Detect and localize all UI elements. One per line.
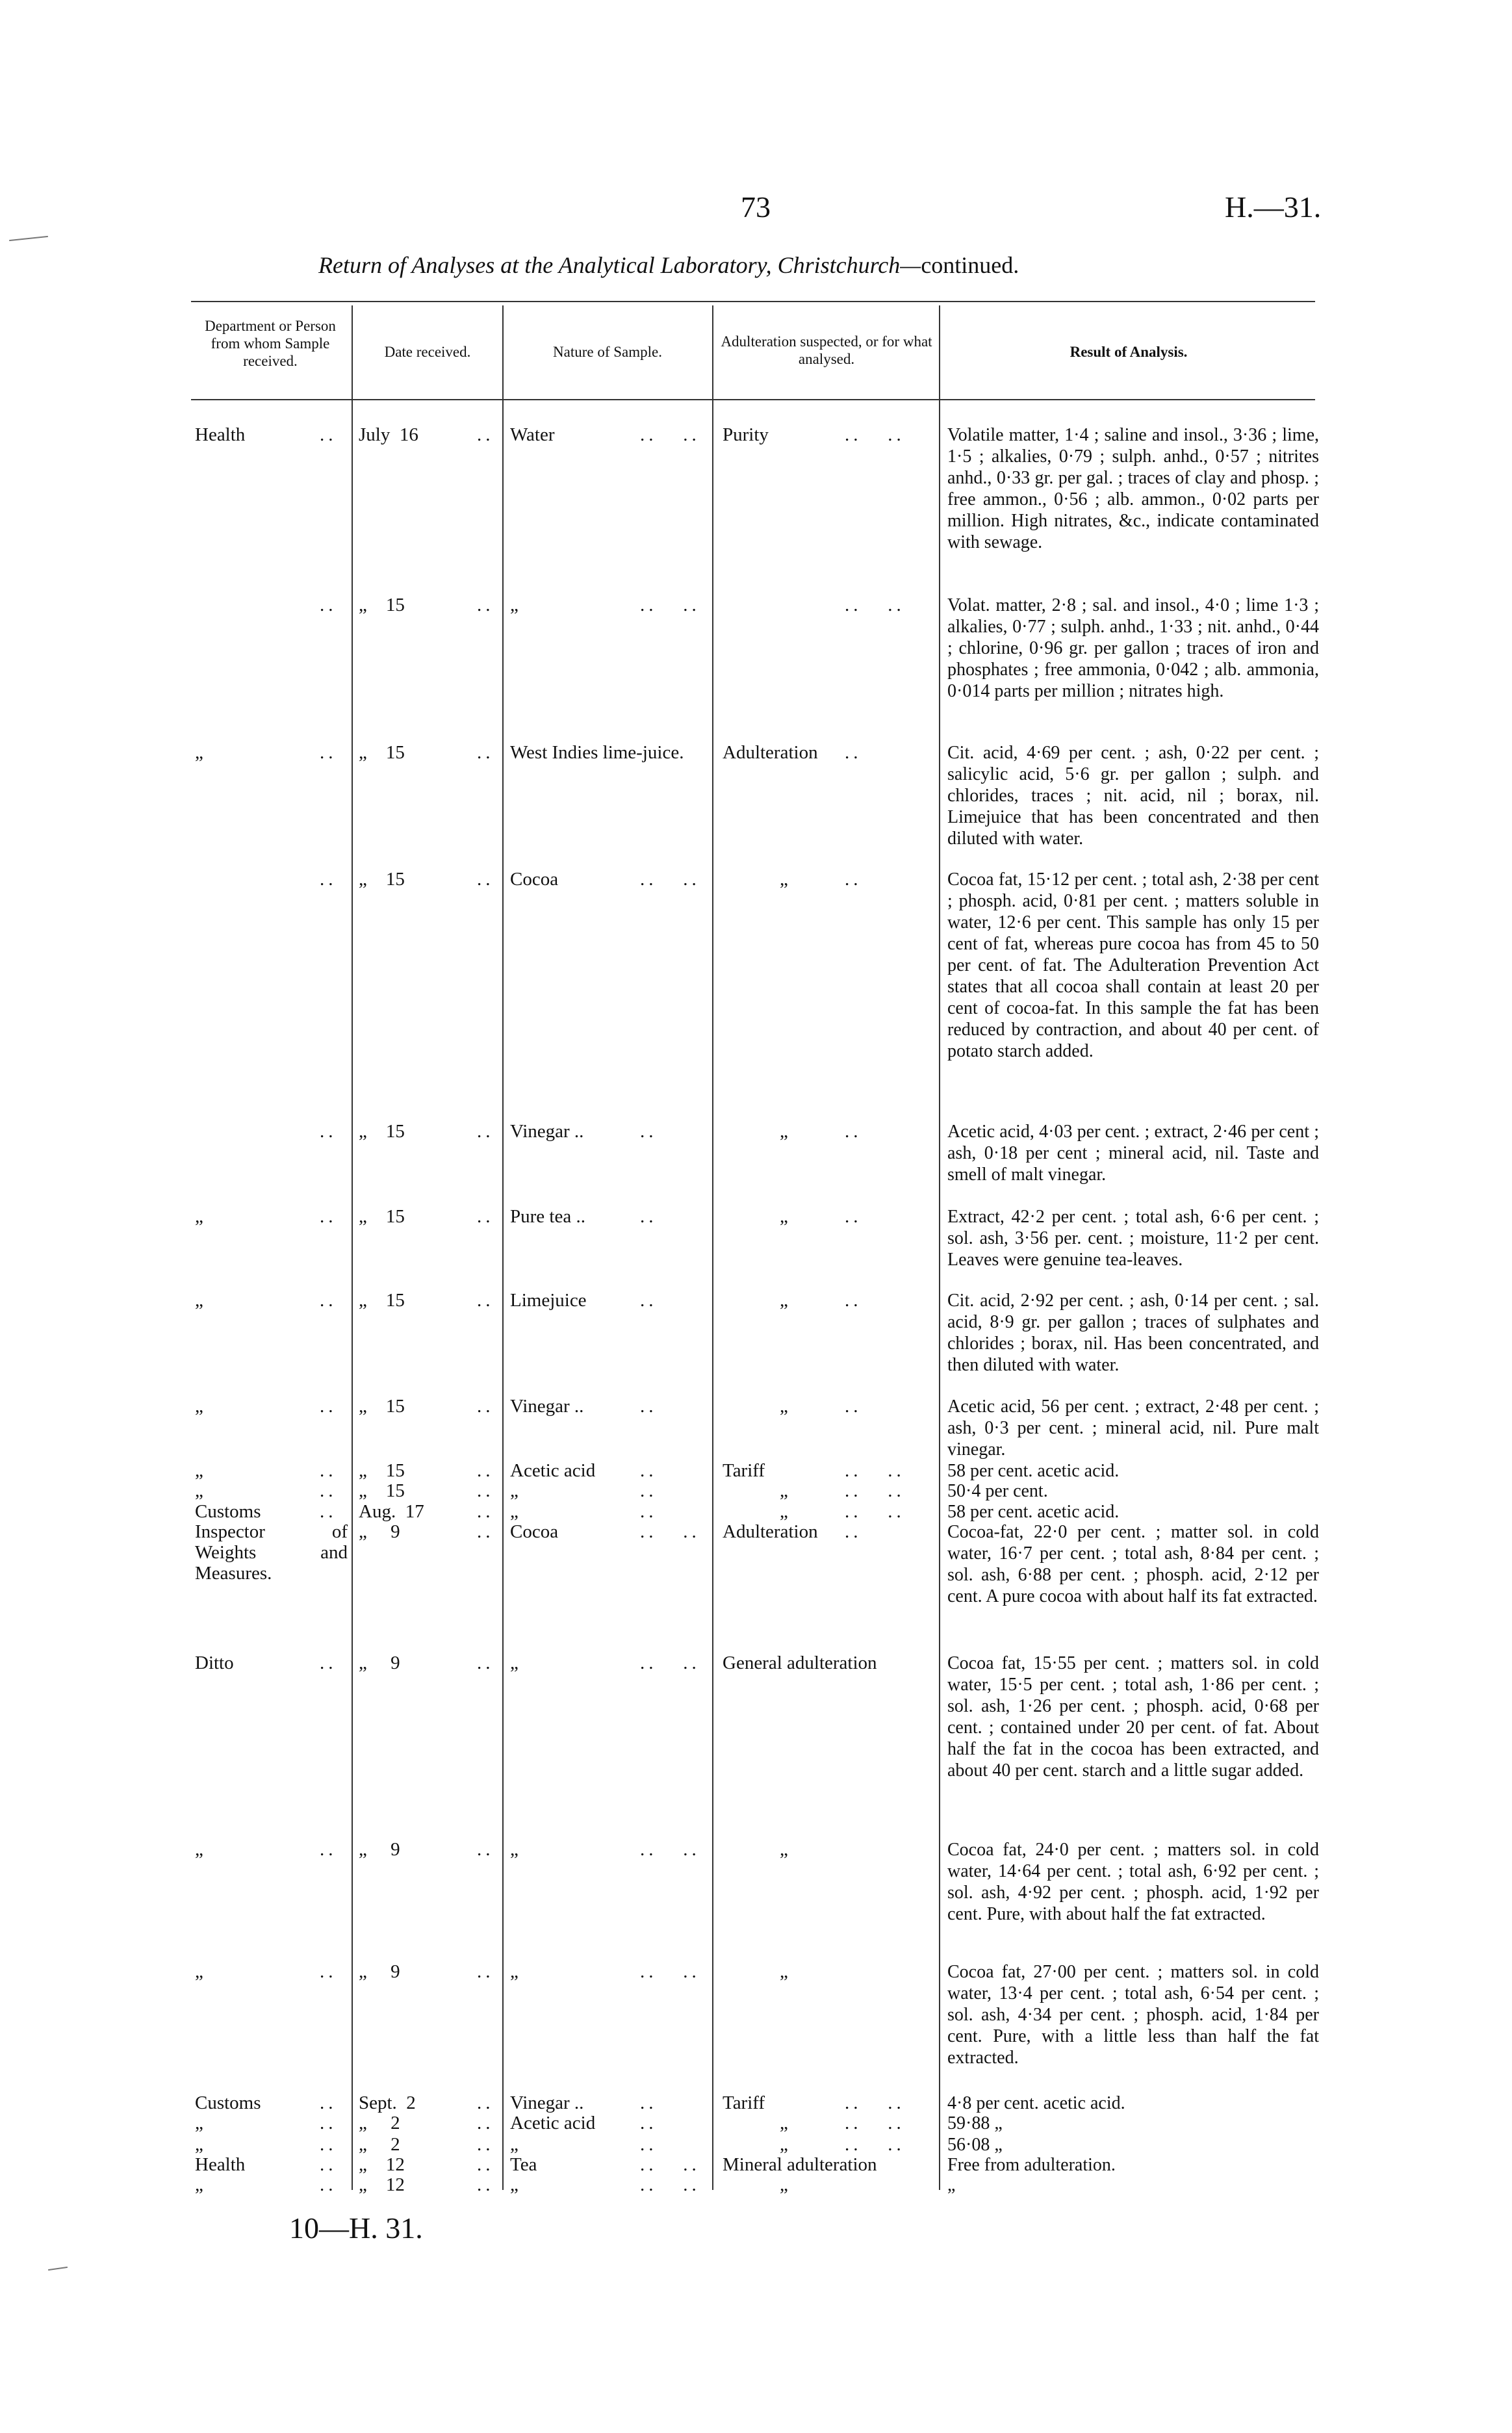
cell-department: „ xyxy=(195,2134,203,2155)
page-title xyxy=(318,251,1215,279)
cell-result: Cocoa fat, 15·12 per cent. ; total ash, 2·38 per cent ; phosph. acid, 0·81 per cent. ; matters soluble in water, 12·6 per cent. This sample has only 15 per cent of fat, whereas pure cocoa has from 45 to 50 per cent. of fat. The Adulteration Prevention Act states that all cocoa shall contain at least 20 per cent of cocoa-fat. In this sample the fat has been reduced by contraction, and about 40 per cent. of potato starch added. xyxy=(947,869,1319,1061)
cell-result: 56·08 „ xyxy=(947,2135,1003,2155)
cell-dots: .. .. xyxy=(640,2174,700,2195)
page-code: H.—31. xyxy=(1225,190,1322,224)
table-top-rule xyxy=(191,301,1315,302)
cell-dots: .. xyxy=(320,2134,337,2155)
column-divider xyxy=(352,305,353,2190)
cell-dots: .. xyxy=(845,1396,862,1417)
cell-dots: .. xyxy=(320,1460,337,1481)
cell-dots: .. xyxy=(640,1460,658,1481)
cell-adulteration: „ xyxy=(780,2174,788,2195)
cell-adulteration: „ xyxy=(780,1961,788,1982)
scan-mark xyxy=(48,2267,68,2271)
cell-dots: .. xyxy=(320,1290,337,1311)
cell-dots: .. xyxy=(477,2174,494,2195)
header-nature: Nature of Sample. xyxy=(553,344,662,360)
cell-dots: .. xyxy=(640,1396,658,1417)
cell-dots: .. xyxy=(320,742,337,763)
cell-dots: .. xyxy=(477,2134,494,2155)
cell-date: „ 15 xyxy=(359,1121,405,1142)
cell-result: 58 per cent. acetic acid. xyxy=(947,1461,1120,1481)
cell-dots: .. xyxy=(640,1290,658,1311)
cell-adulteration: Tariff xyxy=(723,2092,765,2113)
cell-result: Acetic acid, 56 per cent. ; extract, 2·48 per cent. ; ash, 0·3 per cent. ; mineral acid, nil. Pure malt vinegar. xyxy=(947,1397,1319,1460)
page-footer-signature: 10—H. 31. xyxy=(289,2211,423,2245)
cell-dots: .. .. xyxy=(640,1653,700,1673)
cell-dots: .. xyxy=(845,1290,862,1311)
scan-mark xyxy=(9,236,48,241)
page-number: 73 xyxy=(741,190,771,224)
cell-date: „ 15 xyxy=(359,595,405,615)
cell-department: „ xyxy=(195,1480,203,1501)
cell-dots: .. xyxy=(845,1206,862,1227)
cell-adulteration: „ xyxy=(780,2134,788,2155)
cell-adulteration: „ xyxy=(780,1501,788,1522)
cell-nature: Limejuice xyxy=(510,1290,587,1311)
cell-dots: .. .. xyxy=(640,1521,700,1542)
cell-nature: „ xyxy=(510,1501,519,1522)
cell-dots: .. xyxy=(477,595,494,615)
cell-dots: .. xyxy=(477,1521,494,1542)
cell-adulteration: Purity xyxy=(723,424,769,445)
header-department: Department or Person from whom Sample received. xyxy=(205,318,336,369)
cell-dots: .. xyxy=(477,1839,494,1860)
cell-dots: .. xyxy=(477,1290,494,1311)
cell-date: „ 15 xyxy=(359,742,405,763)
cell-nature: „ xyxy=(510,595,519,615)
cell-dots: .. xyxy=(320,2154,337,2175)
cell-dots: .. xyxy=(640,2092,658,2113)
cell-date: Aug. 17 xyxy=(359,1501,424,1522)
cell-dots: .. xyxy=(320,1653,337,1673)
cell-result: 59·88 „ xyxy=(947,2113,1003,2133)
cell-date: July 16 xyxy=(359,424,418,445)
cell-department: Ditto xyxy=(195,1653,234,1673)
column-divider xyxy=(502,305,504,2190)
cell-date: „ 9 xyxy=(359,1521,400,1542)
cell-dots: .. xyxy=(477,2113,494,2133)
cell-dots: .. xyxy=(320,1121,337,1142)
cell-date: „ 9 xyxy=(359,1653,400,1673)
cell-nature: „ xyxy=(510,1480,519,1501)
cell-result: Volatile matter, 1·4 ; saline and insol., 3·36 ; lime, 1·5 ; alkalies, 0·79 ; sulph. anhd., 0·57 ; nitrites anhd., 0·33 gr. per gal. ; traces of clay and phosp. ; free ammon., 0·56 ; alb. ammon., 0·02 parts per million. High nitrates, &c., indicate contaminated with sewage. xyxy=(947,425,1319,552)
cell-nature: Cocoa xyxy=(510,869,559,890)
cell-result: Cit. acid, 4·69 per cent. ; ash, 0·22 per cent. ; salicylic acid, 5·6 gr. per gallon ; sulph. and chlorides, traces ; nit. acid, nil ; borax, nil. Limejuice that has been concentrated and then diluted with water. xyxy=(947,743,1319,849)
cell-dots: .. xyxy=(640,2113,658,2133)
cell-dots: .. .. xyxy=(845,424,905,445)
cell-dots: .. xyxy=(477,2092,494,2113)
cell-dots: .. xyxy=(845,1121,862,1142)
cell-dots: .. .. xyxy=(845,2134,905,2155)
cell-date: „ 12 xyxy=(359,2154,405,2175)
cell-nature: West Indies lime-juice. xyxy=(510,742,684,763)
cell-dots: .. xyxy=(477,2154,494,2175)
cell-nature: „ xyxy=(510,1653,519,1673)
cell-result: Cocoa fat, 27·00 per cent. ; matters sol. in cold water, 13·4 per cent. ; total ash, 6·54 per cent. ; sol. ash, 4·34 per cent. ; phosph. acid, 1·84 per cent. Pure, with a little less than half the fat extracted. xyxy=(947,1962,1319,2068)
cell-nature: Pure tea .. xyxy=(510,1206,585,1227)
cell-dots: .. xyxy=(640,1501,658,1522)
header-date: Date received. xyxy=(384,344,471,360)
cell-dots: .. .. xyxy=(640,869,700,890)
cell-nature: Vinegar .. xyxy=(510,1121,584,1142)
cell-adulteration: „ xyxy=(780,1290,788,1311)
cell-result: Cocoa fat, 24·0 per cent. ; matters sol. in cold water, 14·64 per cent. ; total ash, 6·92 per cent. ; sol. ash, 4·92 per cent. ; phosph. acid, 1·92 per cent. Pure, with about half the fat extracted. xyxy=(947,1840,1319,1924)
title-text: Return of Analyses at the Analytical Laboratory, Christchurch— xyxy=(318,252,921,278)
cell-date: „ 2 xyxy=(359,2113,400,2133)
cell-nature: Cocoa xyxy=(510,1521,559,1542)
cell-dots: .. xyxy=(320,424,337,445)
cell-department: „ xyxy=(195,742,203,763)
cell-dots: .. .. xyxy=(640,1961,700,1982)
cell-date: Sept. 2 xyxy=(359,2092,416,2113)
cell-result: Cit. acid, 2·92 per cent. ; ash, 0·14 per cent. ; sal. acid, 8·9 gr. per gallon ; traces of sulphates and chlorides ; borax, nil. Has been concentrated, and then diluted with water. xyxy=(947,1291,1319,1375)
cell-date: „ 15 xyxy=(359,1460,405,1481)
cell-date: „ 15 xyxy=(359,869,405,890)
cell-dots: .. .. xyxy=(845,1480,905,1501)
cell-dots: .. xyxy=(320,1206,337,1227)
cell-result: Cocoa-fat, 22·0 per cent. ; matter sol. in cold water, 16·7 per cent. ; total ash, 8·84 per cent. ; sol. ash, 6·88 per cent. ; phosph. acid, 2·12 per cent. A pure cocoa with about half its fat extracted. xyxy=(947,1522,1319,1606)
cell-adulteration: Adulteration xyxy=(723,742,818,763)
cell-dots: .. xyxy=(477,1961,494,1982)
cell-adulteration: „ xyxy=(780,1839,788,1860)
cell-dots: .. .. xyxy=(640,424,700,445)
cell-adulteration: „ xyxy=(780,1206,788,1227)
cell-result: 50·4 per cent. xyxy=(947,1481,1048,1501)
cell-department: Health xyxy=(195,2154,246,2175)
cell-nature: Acetic acid xyxy=(510,2113,596,2133)
cell-department: „ xyxy=(195,1206,203,1227)
cell-date: „ 2 xyxy=(359,2134,400,2155)
cell-department: Inspector of Weights and Measures. xyxy=(195,1521,348,1584)
cell-nature: Tea xyxy=(510,2154,537,2175)
cell-department: Customs xyxy=(195,2092,261,2113)
cell-dots: .. xyxy=(320,2092,337,2113)
cell-dots: .. xyxy=(477,742,494,763)
cell-adulteration: „ xyxy=(780,1480,788,1501)
cell-dots: .. .. xyxy=(845,595,905,615)
cell-department: „ xyxy=(195,2113,203,2133)
cell-dots: .. xyxy=(320,1961,337,1982)
cell-department: „ xyxy=(195,1961,203,1982)
cell-dots: .. xyxy=(845,742,862,763)
cell-dots: .. xyxy=(477,424,494,445)
cell-result: Extract, 42·2 per cent. ; total ash, 6·6 per cent. ; sol. ash, 3·56 per. cent. ; moisture, 11·2 per cent. Leaves were genuine tea-leaves. xyxy=(947,1207,1319,1270)
cell-dots: .. xyxy=(320,595,337,615)
cell-dots: .. xyxy=(640,1206,658,1227)
cell-dots: .. xyxy=(477,1501,494,1522)
cell-adulteration: Mineral adulteration xyxy=(723,2154,877,2175)
cell-nature: Vinegar .. xyxy=(510,1396,584,1417)
cell-adulteration: Tariff xyxy=(723,1460,765,1481)
cell-date: „ 15 xyxy=(359,1290,405,1311)
cell-adulteration: „ xyxy=(780,2113,788,2133)
cell-nature: Vinegar .. xyxy=(510,2092,584,2113)
cell-adulteration: General adulteration xyxy=(723,1653,877,1673)
header-adulteration: Adulteration suspected, or for what analysed. xyxy=(721,333,932,367)
cell-dots: .. xyxy=(477,869,494,890)
cell-dots: .. xyxy=(320,2174,337,2195)
cell-dots: .. .. xyxy=(845,2092,905,2113)
cell-dots: .. xyxy=(477,1206,494,1227)
column-divider xyxy=(939,305,940,2190)
cell-date: „ 15 xyxy=(359,1396,405,1417)
cell-dots: .. .. xyxy=(845,1460,905,1481)
cell-dots: .. xyxy=(320,1501,337,1522)
cell-date: „ 15 xyxy=(359,1206,405,1227)
cell-date: „ 15 xyxy=(359,1480,405,1501)
cell-dots: .. xyxy=(477,1460,494,1481)
cell-date: „ 9 xyxy=(359,1839,400,1860)
cell-department: „ xyxy=(195,2174,203,2195)
cell-nature: Water xyxy=(510,424,555,445)
cell-department: „ xyxy=(195,1839,203,1860)
cell-dots: .. xyxy=(320,2113,337,2133)
cell-date: „ 9 xyxy=(359,1961,400,1982)
cell-nature: „ xyxy=(510,1961,519,1982)
cell-dots: .. xyxy=(477,1121,494,1142)
cell-department: Health xyxy=(195,424,246,445)
cell-dots: .. .. xyxy=(845,1501,905,1522)
cell-dots: .. xyxy=(320,1396,337,1417)
cell-dots: .. xyxy=(640,1480,658,1501)
cell-dots: .. .. xyxy=(640,1839,700,1860)
cell-result: 58 per cent. acetic acid. xyxy=(947,1502,1120,1522)
cell-dots: .. xyxy=(477,1653,494,1673)
cell-result: Acetic acid, 4·03 per cent. ; extract, 2·46 per cent ; ash, 0·18 per cent ; mineral acid, nil. Taste and smell of malt vinegar. xyxy=(947,1122,1319,1185)
cell-dots: .. xyxy=(477,1480,494,1501)
cell-nature: „ xyxy=(510,2174,519,2195)
cell-adulteration: „ xyxy=(780,1121,788,1142)
cell-nature: Acetic acid xyxy=(510,1460,596,1481)
cell-dots: .. xyxy=(320,1839,337,1860)
cell-department: „ xyxy=(195,1460,203,1481)
cell-dots: .. xyxy=(320,869,337,890)
cell-dots: .. xyxy=(640,1121,658,1142)
cell-dots: .. .. xyxy=(845,2113,905,2133)
cell-dots: .. xyxy=(320,1480,337,1501)
cell-nature: „ xyxy=(510,2134,519,2155)
cell-result: Free from adulteration. xyxy=(947,2155,1116,2175)
cell-department: „ xyxy=(195,1396,203,1417)
title-continued: continued. xyxy=(921,252,1019,278)
cell-date: „ 12 xyxy=(359,2174,405,2195)
cell-dots: .. .. xyxy=(640,2154,700,2175)
cell-dots: .. xyxy=(845,869,862,890)
cell-adulteration: „ xyxy=(780,869,788,890)
cell-result: Volat. matter, 2·8 ; sal. and insol., 4·0 ; lime 1·3 ; alkalies, 0·77 ; sulph. anhd., 1·33 ; nit. anhd., 0·44 ; chlorine, 0·96 gr. per gallon ; traces of iron and phosphates ; free ammonia, 0·042 ; alb. ammonia, 0·014 parts per million ; nitrates high. xyxy=(947,595,1319,701)
cell-result: „ xyxy=(947,2175,956,2195)
cell-dots: .. xyxy=(845,1521,862,1542)
cell-department: „ xyxy=(195,1290,203,1311)
cell-adulteration: „ xyxy=(780,1396,788,1417)
cell-dots: .. xyxy=(477,1396,494,1417)
cell-adulteration: Adulteration xyxy=(723,1521,818,1542)
cell-dots: .. xyxy=(640,2134,658,2155)
table-header-rule xyxy=(191,399,1315,400)
cell-nature: „ xyxy=(510,1839,519,1860)
cell-dots: .. .. xyxy=(640,595,700,615)
cell-result: Cocoa fat, 15·55 per cent. ; matters sol. in cold water, 15·5 per cent. ; total ash, 1·86 per cent. ; sol. ash, 1·26 per cent. ; phosph. acid, 0·68 per cent. ; contained under 20 per cent. of fat. About half the fat in the cocoa has been extracted, and about 40 per cent. starch and a little sugar added. xyxy=(947,1653,1319,1781)
cell-result: 4·8 per cent. acetic acid. xyxy=(947,2093,1125,2113)
header-result: Result of Analysis. xyxy=(1070,344,1188,360)
cell-department: Customs xyxy=(195,1501,261,1522)
column-divider xyxy=(712,305,713,2190)
